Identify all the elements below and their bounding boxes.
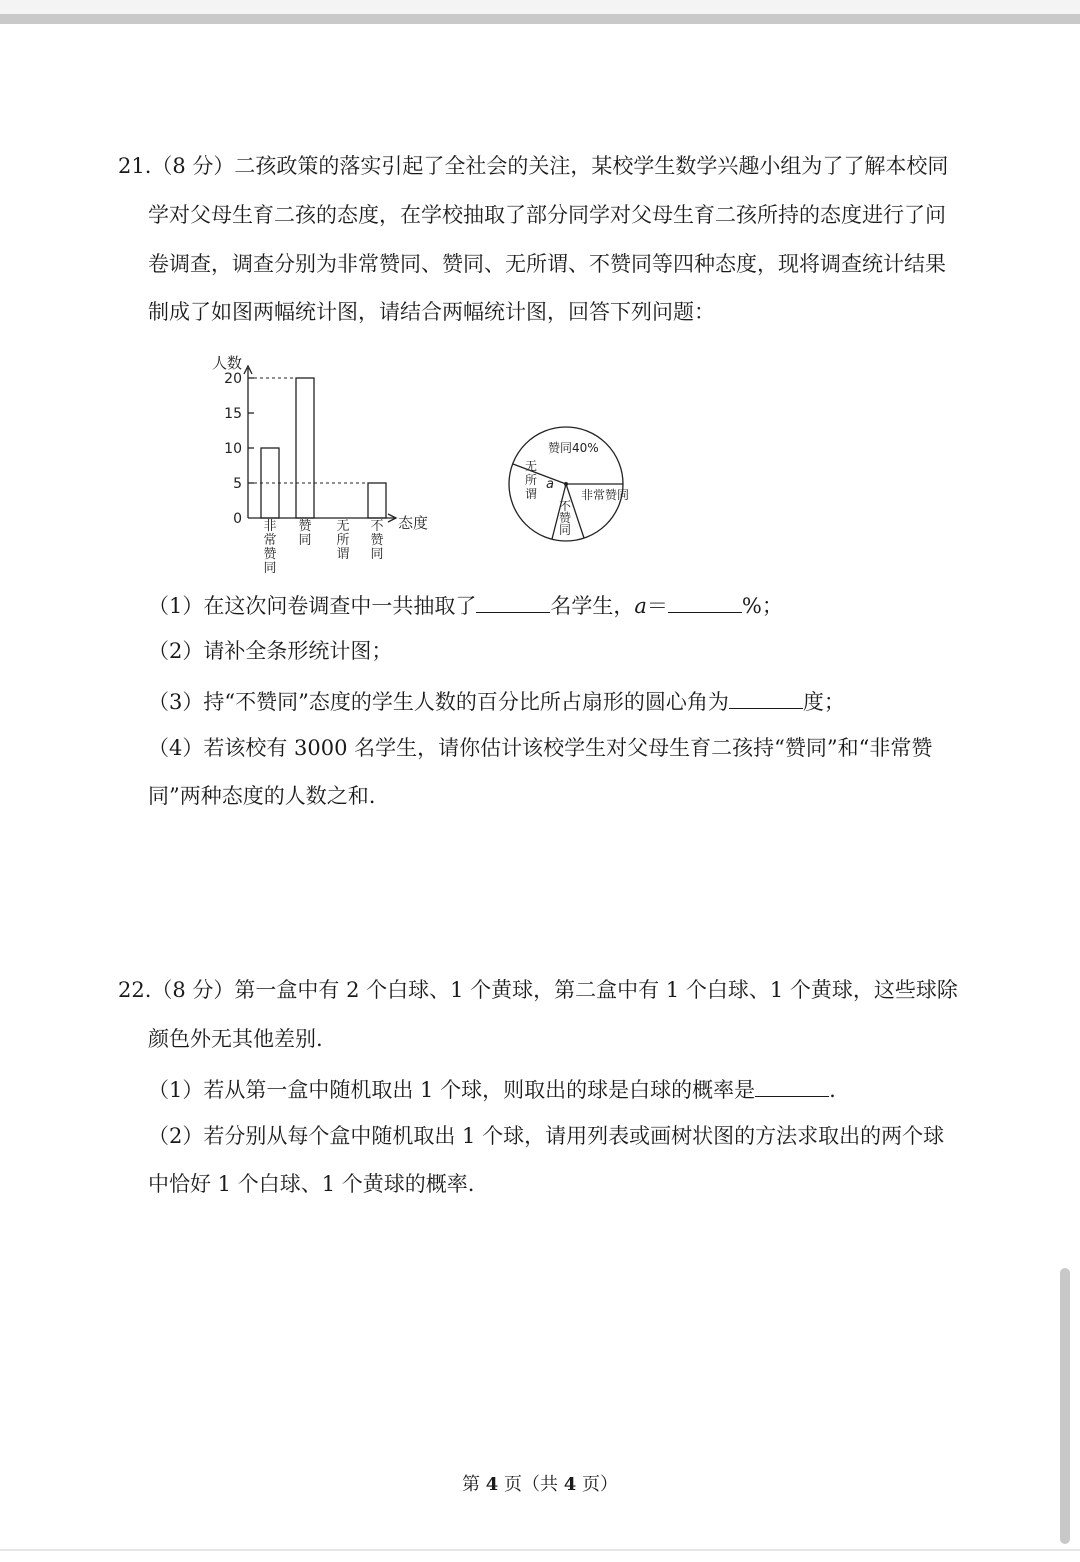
answer-blank[interactable]	[755, 1077, 829, 1097]
q22-line1: 22.（8 分）第一盒中有 2 个白球、1 个黄球，第二盒中有 1 个白球、1 个黄球，这些球除	[118, 978, 958, 1002]
q21-sub3-text-b: 度；	[802, 690, 845, 714]
pie-slice-label: 赞同40%	[548, 441, 599, 455]
pie-angle-label: a	[546, 477, 554, 492]
q21-sub1-eq: ＝	[646, 594, 668, 618]
q22-line2: 颜色外无其他差别.	[148, 1027, 323, 1051]
scrollbar[interactable]	[1060, 1268, 1070, 1544]
pie-slice-label: 不	[558, 499, 572, 513]
x-tick-label: 常	[263, 533, 277, 548]
y-axis-label: 人数	[212, 354, 243, 372]
answer-blank[interactable]	[668, 593, 742, 613]
q21-sub1	[148, 593, 783, 617]
q21-line1: 21.（8 分）二孩政策的落实引起了全社会的关注，某校学生数学兴趣小组为了了解本校同	[118, 154, 949, 178]
q22-sub1-text-a: （1）若从第一盒中随机取出 1 个球，则取出的球是白球的概率是	[148, 1078, 756, 1102]
x-tick-label: 赞	[370, 533, 384, 548]
y-tick-label: 15	[224, 406, 242, 422]
q21-figure	[200, 348, 660, 588]
pie-slice-label: 赞	[558, 511, 572, 525]
bar-不赞同	[368, 483, 386, 518]
q21-sub2: （2）请补全条形统计图；	[148, 639, 393, 663]
x-tick-label: 所	[336, 533, 350, 548]
q21-line4: 制成了如图两幅统计图，请结合两幅统计图，回答下列问题：	[148, 300, 715, 324]
q22-sub2-line1: （2）若分别从每个盒中随机取出 1 个球，请用列表或画树状图的方法求取出的两个球	[148, 1124, 945, 1148]
pie-center	[564, 482, 568, 486]
q21-sub4-line2: 同”两种态度的人数之和.	[148, 784, 376, 808]
answer-blank[interactable]	[476, 593, 550, 613]
q21-sub4-line1: （4）若该校有 3000 名学生，请你估计该校学生对父母生育二孩持“赞同”和“非常赞	[148, 736, 933, 760]
pie-slice-label: 所	[524, 473, 538, 487]
x-tick-label: 谓	[336, 547, 350, 562]
pie-slice-label: 非常赞同	[581, 488, 630, 502]
x-tick-label: 同	[370, 547, 384, 562]
x-tick-label: 赞	[298, 519, 312, 534]
q22-sub2-line2: 中恰好 1 个白球、1 个黄球的概率.	[148, 1172, 475, 1196]
bottom-line	[0, 1549, 1080, 1551]
x-tick-label: 不	[370, 519, 384, 534]
q21-line2: 学对父母生育二孩的态度，在学校抽取了部分同学对父母生育二孩所持的态度进行了问	[148, 203, 946, 227]
x-tick-label: 赞	[263, 547, 277, 562]
q21-sub1-text-c: %；	[741, 594, 783, 618]
top-bar-line	[0, 14, 1080, 24]
q21-sub1-var: a	[634, 594, 647, 618]
page-footer	[0, 1470, 1080, 1496]
y-tick-label: 20	[224, 371, 242, 387]
bar-非常赞同	[261, 448, 279, 518]
pie-chart	[509, 427, 629, 541]
footer-mid: 页（共	[504, 1474, 558, 1495]
x-tick-label: 非	[263, 519, 277, 534]
y-tick-label: 5	[233, 476, 242, 492]
bar-赞同	[296, 378, 314, 518]
y-tick-label: 0	[233, 511, 242, 527]
x-tick-label: 无	[336, 519, 350, 534]
q21-sub1-text-b: 名学生，	[550, 594, 635, 618]
chart-figure	[200, 348, 660, 588]
answer-blank[interactable]	[729, 689, 803, 709]
q21-sub1-text-a: （1）在这次问卷调查中一共抽取了	[148, 594, 477, 618]
pie-slice-label: 同	[558, 523, 572, 537]
q22-sub1	[148, 1077, 836, 1101]
q22-sub1-text-b: .	[829, 1078, 836, 1102]
footer-page-total: 4	[563, 1474, 577, 1495]
footer-prefix: 第	[462, 1474, 480, 1495]
pie-divider	[513, 464, 566, 484]
q21-sub3-text-a: （3）持“不赞同”态度的学生人数的百分比所占扇形的圆心角为	[148, 690, 729, 714]
pie-slice-label: 谓	[524, 487, 538, 501]
x-tick-label: 同	[298, 533, 312, 548]
pie-slice-label: 无	[524, 459, 538, 473]
y-tick-label: 10	[224, 441, 242, 457]
x-axis-label: 态度	[398, 514, 429, 532]
x-tick-label: 同	[263, 561, 277, 576]
q21-line3: 卷调查，调查分别为非常赞同、赞同、无所谓、不赞同等四种态度，现将调查统计结果	[148, 252, 946, 276]
q21-sub3	[148, 689, 845, 713]
footer-page-number: 4	[485, 1474, 499, 1495]
bar-chart	[212, 354, 428, 576]
footer-suffix: 页）	[582, 1474, 618, 1495]
